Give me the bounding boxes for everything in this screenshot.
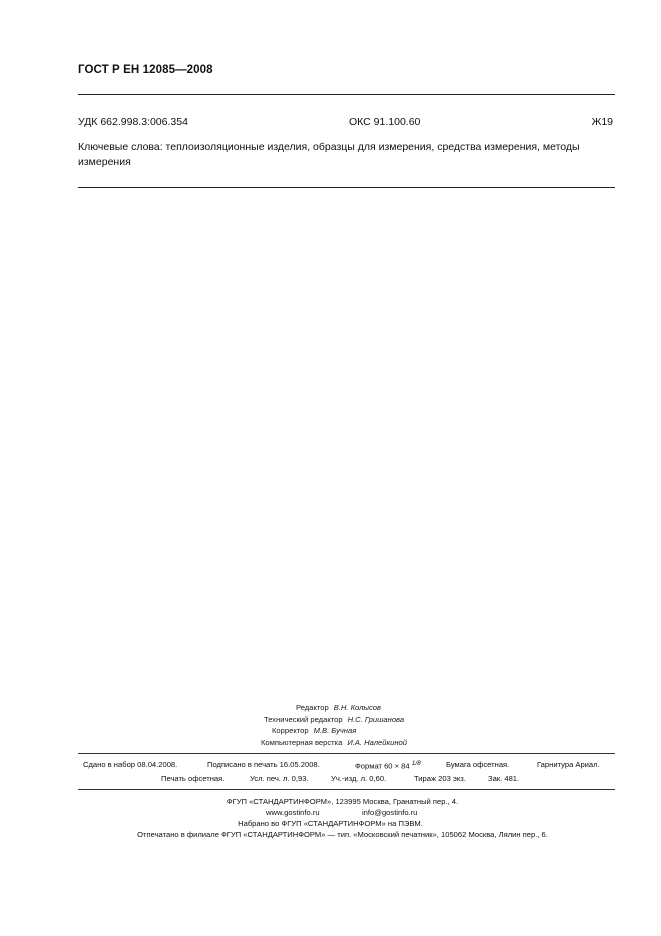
printer-note: Отпечатано в филиале ФГУП «СТАНДАРТИНФОРМ» — тип. «Московский печатник», 105062 Москва, Лялин пер., 6. bbox=[137, 830, 548, 839]
publisher-email: info@gostinfo.ru bbox=[362, 808, 418, 817]
bottom-divider bbox=[78, 187, 615, 188]
proofreader-name: М.В. Бучная bbox=[313, 726, 357, 735]
print-type: Печать офсетная. bbox=[161, 774, 225, 783]
top-divider bbox=[78, 94, 615, 95]
imprint-divider-top bbox=[78, 753, 615, 754]
keywords-text: Ключевые слова: теплоизоляционные изделия, образцы для измерения, средства измерения, методы измерения bbox=[78, 141, 580, 168]
paper-info: Бумага офсетная. bbox=[446, 760, 510, 769]
udc-code: УДК 662.998.3:006.354 bbox=[78, 116, 188, 128]
circulation-info: Тираж 203 экз. bbox=[414, 774, 466, 783]
standard-number: ГОСТ Р ЕН 12085—2008 bbox=[78, 64, 213, 76]
format-info bbox=[355, 760, 421, 771]
oks-code: ОКС 91.100.60 bbox=[349, 116, 421, 128]
signed-date: Подписано в печать 16.05.2008. bbox=[207, 760, 320, 769]
tech-editor-credit bbox=[264, 715, 404, 724]
order-info: Зак. 481. bbox=[488, 774, 520, 783]
editor-name: В.Н. Колысов bbox=[333, 703, 381, 712]
proofreader-role: Корректор bbox=[272, 726, 309, 735]
format-fraction: 1/8 bbox=[411, 760, 421, 767]
layout-credit bbox=[261, 738, 407, 747]
pub-sheets-info: Уч.-изд. л. 0,60. bbox=[331, 774, 387, 783]
editor-credit bbox=[296, 703, 381, 712]
typeset-note: Набрано во ФГУП «СТАНДАРТИНФОРМ» на ПЭВМ. bbox=[238, 819, 423, 828]
layout-role: Компьютерная верстка bbox=[261, 738, 343, 747]
tech-editor-name: Н.С. Гришанова bbox=[347, 715, 405, 724]
sheets-info: Усл. печ. л. 0,93. bbox=[250, 774, 309, 783]
editor-role: Редактор bbox=[296, 703, 329, 712]
proofreader-credit bbox=[272, 726, 356, 735]
print-details-row-2 bbox=[0, 774, 661, 786]
publisher-website: www.gostinfo.ru bbox=[266, 808, 320, 817]
format-prefix: Формат 60 × 84 bbox=[355, 761, 410, 771]
typeset-date: Сдано в набор 08.04.2008. bbox=[83, 760, 178, 769]
imprint-divider-bottom bbox=[78, 789, 615, 790]
group-code: Ж19 bbox=[591, 116, 613, 128]
tech-editor-role: Технический редактор bbox=[264, 715, 343, 724]
publisher-address: ФГУП «СТАНДАРТИНФОРМ», 123995 Москва, Гранатный пер., 4. bbox=[226, 797, 459, 806]
print-details-row-1 bbox=[0, 760, 661, 772]
classification-row bbox=[78, 116, 613, 130]
publisher-contacts bbox=[0, 808, 661, 819]
layout-name: И.А. Налейкиной bbox=[347, 738, 407, 747]
font-info: Гарнитура Ариал. bbox=[537, 760, 600, 769]
